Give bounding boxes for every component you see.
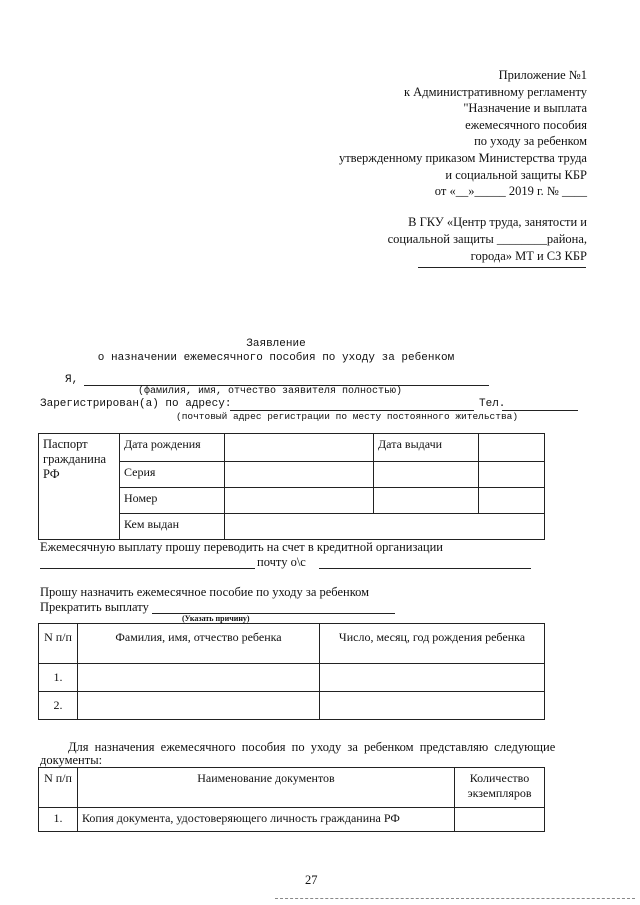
header-line: утвержденному приказом Министерства труда bbox=[338, 150, 587, 165]
title-line: Заявление bbox=[246, 338, 306, 350]
reason-hint: (Указать причину) bbox=[182, 614, 250, 623]
header-line: от «__»_____ 2019 г. № ____ bbox=[434, 184, 587, 199]
issued-by-label: Кем выдан bbox=[120, 514, 225, 540]
payment-blank-1 bbox=[40, 568, 255, 569]
addressee-block bbox=[388, 214, 587, 265]
child-fio-cell[interactable] bbox=[78, 664, 320, 692]
header-line: ежемесячного пособия bbox=[465, 117, 587, 132]
child-dob-cell[interactable] bbox=[320, 664, 545, 692]
payment-line: Ежемесячную выплату прошу переводить на счет в кредитной организации bbox=[40, 540, 443, 554]
fio-hint: (фамилия, имя, отчество заявителя полностью) bbox=[138, 386, 403, 397]
number-value[interactable] bbox=[225, 488, 374, 514]
header-line: по уходу за ребенком bbox=[474, 134, 587, 149]
tel-label: Тел. bbox=[479, 398, 506, 410]
row-number: 1. bbox=[39, 664, 78, 692]
number-label: Номер bbox=[120, 488, 225, 514]
doc-col-name-header: Наименование документов bbox=[78, 768, 455, 808]
document-title bbox=[0, 337, 552, 365]
doc-row-qty[interactable] bbox=[455, 808, 545, 832]
addressee-line: В ГКУ «Центр труда, занятости и bbox=[408, 215, 587, 229]
appendix-header bbox=[339, 67, 587, 200]
ya-label: Я, bbox=[65, 374, 79, 386]
col-dob-header: Число, месяц, год рождения ребенка bbox=[320, 624, 545, 664]
passport-label: Паспорт гражданина РФ bbox=[39, 434, 120, 540]
number-extra-2 bbox=[479, 488, 545, 514]
passport-table bbox=[38, 433, 545, 540]
header-line: "Назначение и выплата bbox=[463, 101, 587, 116]
row-number: 2. bbox=[39, 692, 78, 720]
issue-date-label: Дата выдачи bbox=[374, 434, 479, 462]
series-value[interactable] bbox=[225, 462, 374, 488]
address-hint: (почтовый адрес регистрации по месту постоянного жительства) bbox=[176, 411, 519, 422]
col-fio-header: Фамилия, имя, отчество ребенка bbox=[78, 624, 320, 664]
page-number: 27 bbox=[305, 873, 318, 887]
birth-date-label: Дата рождения bbox=[120, 434, 225, 462]
payment-post: почту о\с bbox=[257, 555, 306, 569]
series-label: Серия bbox=[120, 462, 225, 488]
doc-col-qty-header: Количество экземпляров bbox=[455, 768, 545, 808]
stop-payment-label: Прекратить выплату bbox=[40, 600, 149, 614]
payment-blank-2 bbox=[319, 568, 531, 569]
request-line: Прошу назначить ежемесячное пособие по уходу за ребенком bbox=[40, 585, 370, 599]
documents-table bbox=[38, 767, 545, 832]
birth-date-value[interactable] bbox=[225, 434, 374, 462]
addressee-underline bbox=[418, 267, 586, 268]
footer-line bbox=[275, 898, 635, 899]
doc-col-n-header: N п/п bbox=[39, 768, 78, 808]
col-n-header: N п/п bbox=[39, 624, 78, 664]
documents-intro-2: документы: bbox=[40, 753, 103, 767]
documents-intro: Для назначения ежемесячного пособия по уходу за ребенком представляю следующие bbox=[68, 740, 556, 754]
children-table bbox=[38, 623, 545, 720]
doc-row-name: Копия документа, удостоверяющего личность гражданина РФ bbox=[78, 808, 455, 832]
child-dob-cell[interactable] bbox=[320, 692, 545, 720]
number-extra bbox=[374, 488, 479, 514]
addressee-line: города» МТ и СЗ КБР bbox=[470, 249, 587, 263]
issue-date-value[interactable] bbox=[479, 434, 545, 462]
title-line: о назначении ежемесячного пособия по уходу за ребенком bbox=[97, 352, 455, 364]
child-fio-cell[interactable] bbox=[78, 692, 320, 720]
registered-label: Зарегистрирован(а) по адресу: bbox=[40, 398, 232, 410]
header-line: к Административному регламенту bbox=[403, 84, 587, 99]
addressee-line: социальной защиты ________района, bbox=[387, 232, 587, 246]
series-extra bbox=[374, 462, 479, 488]
header-line: и социальной защиты КБР bbox=[445, 167, 587, 182]
issued-by-value[interactable] bbox=[225, 514, 545, 540]
doc-row-number: 1. bbox=[39, 808, 78, 832]
header-line: Приложение №1 bbox=[498, 68, 587, 82]
series-extra-2 bbox=[479, 462, 545, 488]
